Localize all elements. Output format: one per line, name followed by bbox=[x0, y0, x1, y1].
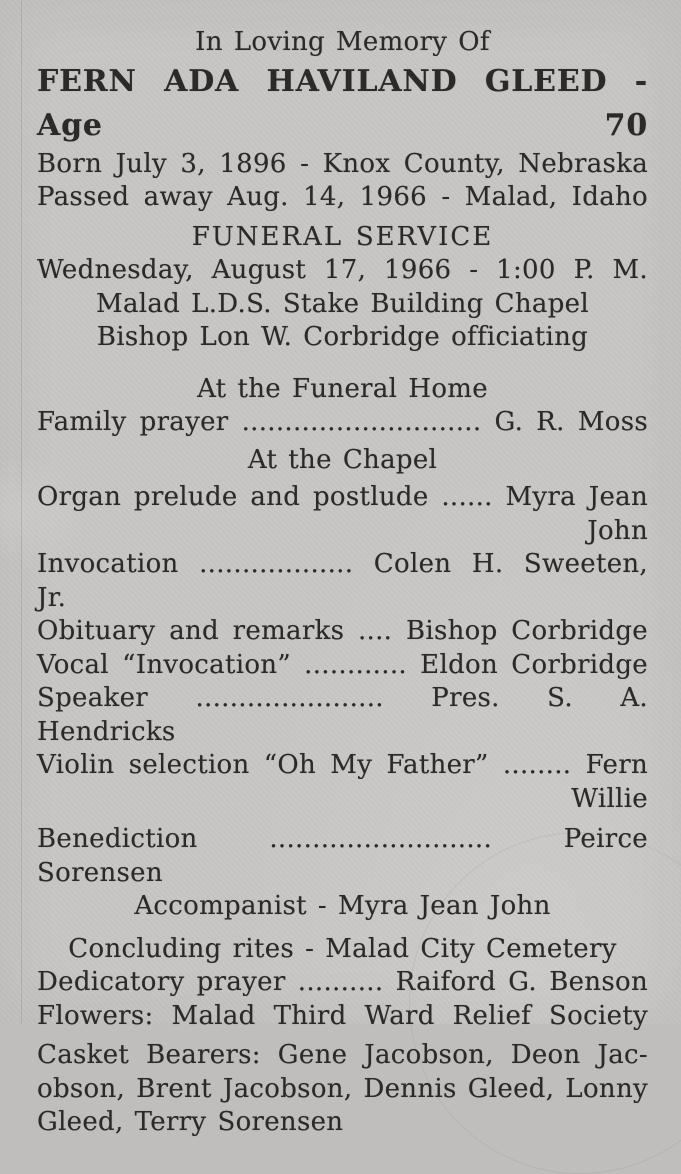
invocation-line: Invocation .................. Colen H. Sweeten, Jr. bbox=[37, 549, 648, 613]
casket-bearers-line-2: obson, Brent Jacobson, Dennis Gleed, Lonny bbox=[37, 1073, 648, 1104]
organ-prelude-line: Organ prelude and postlude ...... Myra Jean bbox=[37, 482, 648, 512]
violin-selection-continuation: Willie bbox=[571, 783, 648, 814]
funeral-home-heading: At the Funeral Home bbox=[197, 373, 488, 404]
family-prayer-line: Family prayer ............................ G. R. Moss bbox=[37, 407, 648, 437]
service-datetime-line: Wednesday, August 17, 1966 - 1:00 P. M. bbox=[37, 255, 648, 285]
dedicatory-prayer-line: Dedicatory prayer .......... Raiford G. Benson bbox=[37, 967, 648, 997]
accompanist-line: Accompanist - Myra Jean John bbox=[134, 891, 551, 921]
concluding-rites-line: Concluding rites - Malad City Cemetery bbox=[68, 933, 617, 964]
service-officiant-line: Bishop Lon W. Corbridge officiating bbox=[96, 322, 589, 352]
chapel-heading: At the Chapel bbox=[247, 444, 438, 475]
violin-selection-line: Violin selection “Oh My Father” ........ Fern bbox=[37, 750, 648, 780]
speaker-line: Speaker ...................... Pres. S. A. Hendricks bbox=[37, 683, 648, 747]
vocal-selection-line: Vocal “Invocation” ............ Eldon Corbridge bbox=[37, 649, 648, 680]
benediction-line: Benediction .......................... Peirce Sorensen bbox=[37, 824, 648, 888]
funeral-service-heading: FUNERAL SERVICE bbox=[191, 221, 494, 252]
birth-line: Born July 3, 1896 - Knox County, Nebraska bbox=[37, 148, 648, 179]
casket-bearers-line-1: Casket Bearers: Gene Jacobson, Deon Jac- bbox=[37, 1040, 648, 1070]
flowers-line: Flowers: Malad Third Ward Relief Society bbox=[37, 1000, 648, 1031]
deceased-name-line: FERN ADA HAVILAND GLEED - Age 70 bbox=[37, 63, 648, 143]
memorial-line: In Loving Memory Of bbox=[195, 27, 490, 57]
casket-bearers-line-3: Gleed, Terry Sorensen bbox=[37, 1107, 344, 1137]
obituary-remarks-line: Obituary and remarks .... Bishop Corbridge bbox=[37, 616, 648, 646]
organ-prelude-continuation: John bbox=[587, 515, 648, 546]
service-venue-line: Malad L.D.S. Stake Building Chapel bbox=[96, 288, 589, 319]
death-line: Passed away Aug. 14, 1966 - Malad, Idaho bbox=[37, 182, 648, 212]
